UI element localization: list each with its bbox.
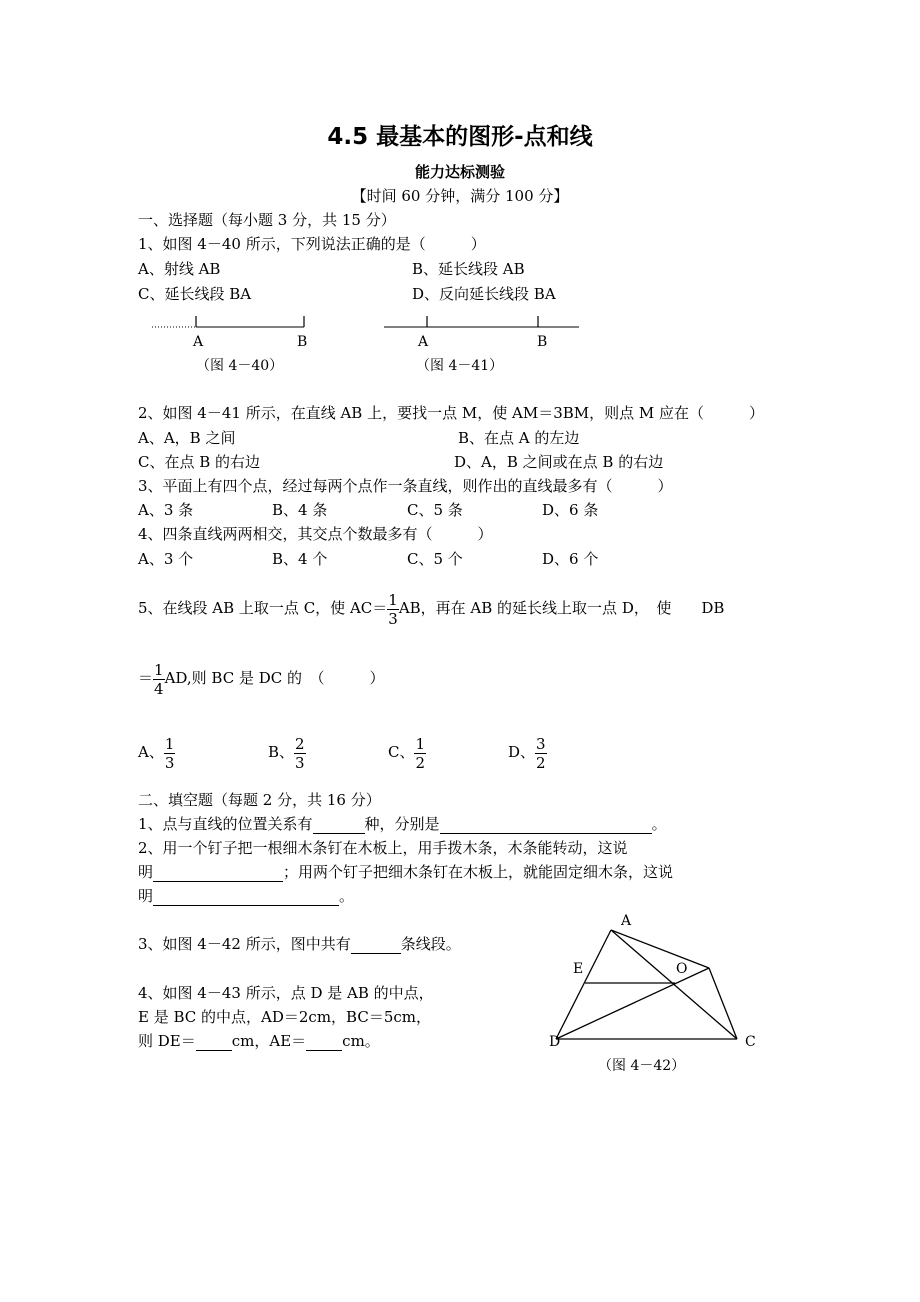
fig42-side-ad: [556, 930, 611, 1039]
q5-fraction-1: $\frac{1}{3}$: [388, 590, 398, 628]
q5-fraction-2: $\frac{1}{4}$: [154, 660, 164, 698]
fill2-line1: 2、用一个钉子把一根细木条钉在木板上，用手拨木条，木条能转动，这说: [138, 839, 628, 857]
q4-option-a: A、3 个: [138, 550, 194, 568]
fig41-label-a: A: [418, 334, 429, 350]
q5-line2: ＝ $\frac{1}{4}$ AD,则 BC 是 DC 的 （ ）: [138, 660, 385, 698]
fig40-label-a: A: [193, 334, 204, 350]
fill4-line3: 则 DE＝ cm，AE＝ cm。: [138, 1032, 380, 1050]
q2-option-b: B、在点 A 的左边: [458, 429, 580, 447]
fig41-caption: （图 4－41）: [416, 358, 504, 374]
q4-stem: 4、四条直线两两相交，其交点个数最多有（ ）: [138, 525, 493, 543]
q3-option-b: B、4 条: [272, 501, 328, 519]
q2-option-d: D、A，B 之间或在点 B 的右边: [454, 453, 664, 471]
fill3: 3、如图 4－42 所示，图中共有 条线段。: [138, 935, 461, 953]
q1-option-a: A、射线 AB: [138, 260, 221, 278]
time-note: 【时间 60 分钟，满分 100 分】: [351, 187, 569, 205]
fig42-side-ao: [611, 930, 709, 968]
fig42-label-c: C: [745, 1034, 756, 1050]
fig42-diag-do: [556, 968, 709, 1039]
q5-option-c: C、 $\frac{1}{2}$: [388, 734, 426, 772]
q4-option-c: C、5 个: [407, 550, 463, 568]
q5-option-b: B、 $\frac{2}{3}$: [268, 734, 305, 772]
fill1: 1、点与直线的位置关系有 种，分别是 。: [138, 815, 667, 833]
q1-option-d: D、反向延长线段 BA: [412, 285, 556, 303]
q5-option-a: A、 $\frac{1}{3}$: [138, 734, 175, 772]
fill2-line3: 明 。: [138, 887, 355, 905]
q4-option-d: D、6 个: [542, 550, 599, 568]
fig42-label-e: E: [573, 961, 584, 977]
q3-stem: 3、平面上有四个点，经过每两个点作一条直线，则作出的直线最多有（ ）: [138, 477, 673, 495]
subtitle: 能力达标测验: [414, 163, 505, 181]
q5-option-d: D、 $\frac{3}{2}$: [508, 734, 546, 772]
q5-part2: AB，再在 AB 的延长线上取一点 D， 使 DB: [398, 599, 725, 617]
q1-stem: 1、如图 4－40 所示，下列说法正确的是（ ）: [138, 235, 486, 253]
section1-heading: 一、选择题（每小题 3 分，共 15 分）: [138, 211, 396, 229]
q2-option-c: C、在点 B 的右边: [138, 453, 261, 471]
q3-option-a: A、3 条: [138, 501, 194, 519]
fill4-line1: 4、如图 4－43 所示，点 D 是 AB 的中点，: [138, 984, 434, 1002]
page-title: 4.5 最基本的图形-点和线: [327, 124, 593, 150]
fill2-line2: 明 ；用两个钉子把细木条钉在木板上，就能固定细木条，这说: [138, 863, 674, 881]
fig42-caption: （图 4－42）: [598, 1058, 686, 1074]
q2-option-a: A、A，B 之间: [138, 429, 236, 447]
q5-part3: AD,则 BC 是 DC 的 （ ）: [164, 669, 385, 687]
fig42-side-co: [709, 968, 737, 1039]
fig41-label-b: B: [537, 334, 548, 350]
q3-option-d: D、6 条: [542, 501, 599, 519]
fig40-label-b: B: [297, 334, 308, 350]
q1-option-b: B、延长线段 AB: [412, 260, 525, 278]
q4-option-b: B、4 个: [272, 550, 328, 568]
fill4-line2: E 是 BC 的中点，AD＝2cm，BC＝5cm，: [138, 1008, 432, 1026]
q5-part1: 5、在线段 AB 上取一点 C，使 AC＝: [138, 599, 388, 617]
q1-option-c: C、延长线段 BA: [138, 285, 252, 303]
fig40-caption: （图 4－40）: [196, 358, 284, 374]
q2-stem: 2、如图 4－41 所示，在直线 AB 上，要找一点 M，使 AM＝3BM，则点 M 应在（ ）: [138, 404, 765, 422]
fig42-label-a: A: [621, 913, 632, 929]
fig42-label-o: O: [676, 961, 688, 977]
fig42-label-d: D: [549, 1034, 561, 1050]
section2-heading: 二、填空题（每题 2 分，共 16 分）: [138, 791, 381, 809]
q3-option-c: C、5 条: [407, 501, 463, 519]
